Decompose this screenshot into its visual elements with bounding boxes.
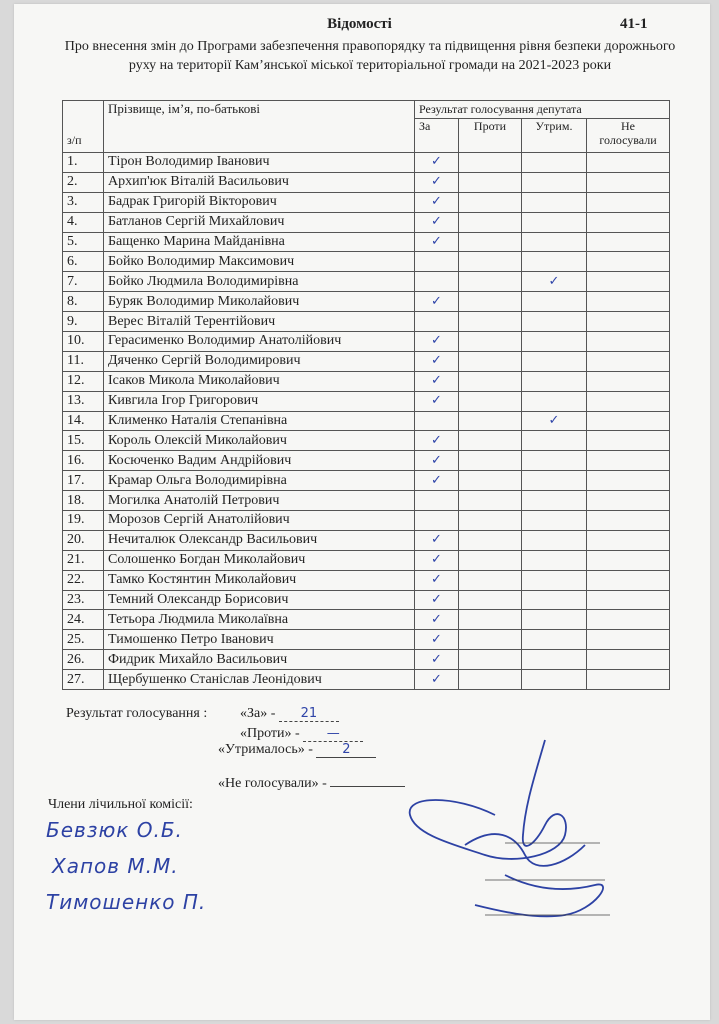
signature-1 <box>410 740 566 859</box>
row-number: 2. <box>63 172 104 192</box>
deputy-name: Герасименко Володимир Анатолійович <box>104 332 415 352</box>
vote-cell-against <box>459 670 522 690</box>
vote-cell-abstain <box>522 610 587 630</box>
table-row <box>63 351 670 371</box>
summary-abstain-value: 2 <box>316 742 376 758</box>
deputy-name: Бащенко Марина Майданівна <box>104 232 415 252</box>
vote-cell-for: ✓ <box>415 292 459 312</box>
row-number: 17. <box>63 471 104 491</box>
deputy-name: Косюченко Вадим Андрійович <box>104 451 415 471</box>
vote-cell-for: ✓ <box>415 172 459 192</box>
vote-cell-for: ✓ <box>415 232 459 252</box>
vote-cell-for: ✓ <box>415 570 459 590</box>
vote-cell-against <box>459 590 522 610</box>
voting-table <box>62 100 670 690</box>
vote-cell-against <box>459 570 522 590</box>
vote-cell-against <box>459 511 522 531</box>
vote-cell-novote <box>587 192 670 212</box>
deputy-name: Буряк Володимир Миколайович <box>104 292 415 312</box>
summary-novote: «Не голосували» - <box>218 776 405 792</box>
vote-cell-novote <box>587 391 670 411</box>
vote-cell-novote <box>587 590 670 610</box>
document-subtitle: Про внесення змін до Програми забезпечення правопорядку та підвищення рівня безпеки дорожнього руху на території Кам’янської міської територіальної громади на 2021-2023 роки <box>64 39 676 73</box>
vote-cell-against <box>459 332 522 352</box>
col-against-header: Проти <box>459 119 522 153</box>
deputy-name: Бойко Людмила Володимирівна <box>104 272 415 292</box>
vote-cell-for: ✓ <box>415 332 459 352</box>
vote-cell-against <box>459 391 522 411</box>
table-row <box>63 491 670 511</box>
col-novote-header: Не голосували <box>587 119 670 153</box>
vote-cell-against <box>459 371 522 391</box>
document-title: Відомості <box>327 16 392 32</box>
vote-cell-for: ✓ <box>415 351 459 371</box>
signature-2 <box>465 834 603 916</box>
row-number: 27. <box>63 670 104 690</box>
row-number: 18. <box>63 491 104 511</box>
table-row <box>63 610 670 630</box>
vote-cell-abstain <box>522 451 587 471</box>
col-for-header: За <box>415 119 459 153</box>
row-number: 10. <box>63 332 104 352</box>
vote-cell-abstain <box>522 332 587 352</box>
vote-cell-for: ✓ <box>415 670 459 690</box>
vote-cell-abstain <box>522 252 587 272</box>
vote-cell-for: ✓ <box>415 650 459 670</box>
vote-cell-abstain <box>522 530 587 550</box>
table-row <box>63 411 670 431</box>
summary-for: «За» - 21 <box>240 706 339 722</box>
vote-cell-abstain <box>522 550 587 570</box>
table-row <box>63 292 670 312</box>
deputy-name: Архип'юк Віталій Васильович <box>104 172 415 192</box>
table-row <box>63 232 670 252</box>
row-number: 4. <box>63 212 104 232</box>
vote-cell-against <box>459 232 522 252</box>
vote-cell-for <box>415 312 459 332</box>
vote-cell-for <box>415 252 459 272</box>
table-row <box>63 272 670 292</box>
row-number: 24. <box>63 610 104 630</box>
vote-cell-abstain <box>522 491 587 511</box>
table-row <box>63 511 670 531</box>
deputy-name: Солошенко Богдан Миколайович <box>104 550 415 570</box>
row-number: 25. <box>63 630 104 650</box>
vote-cell-novote <box>587 650 670 670</box>
deputy-name: Тамко Костянтин Миколайович <box>104 570 415 590</box>
vote-cell-abstain <box>522 172 587 192</box>
table-row <box>63 570 670 590</box>
vote-cell-novote <box>587 431 670 451</box>
row-number: 20. <box>63 530 104 550</box>
summary-abstain: «Утрималось» - 2 <box>218 742 376 758</box>
row-number: 7. <box>63 272 104 292</box>
vote-cell-for: ✓ <box>415 590 459 610</box>
table-row <box>63 550 670 570</box>
summary-against: «Проти» - — <box>240 726 363 742</box>
table-row <box>63 471 670 491</box>
row-number: 8. <box>63 292 104 312</box>
row-number: 3. <box>63 192 104 212</box>
vote-cell-against <box>459 431 522 451</box>
vote-cell-for: ✓ <box>415 153 459 173</box>
col-abstain-header: Утрим. <box>522 119 587 153</box>
row-number: 13. <box>63 391 104 411</box>
vote-cell-novote <box>587 570 670 590</box>
vote-cell-against <box>459 153 522 173</box>
vote-cell-against <box>459 550 522 570</box>
vote-cell-novote <box>587 252 670 272</box>
deputy-name: Клименко Наталія Степанівна <box>104 411 415 431</box>
vote-cell-novote <box>587 332 670 352</box>
vote-cell-against <box>459 312 522 332</box>
deputy-name: Тетьора Людмила Миколаївна <box>104 610 415 630</box>
vote-cell-for: ✓ <box>415 391 459 411</box>
vote-cell-against <box>459 491 522 511</box>
commission-member-2: Хапов М.М. <box>52 854 179 878</box>
vote-cell-novote <box>587 530 670 550</box>
vote-cell-against <box>459 650 522 670</box>
vote-cell-abstain <box>522 630 587 650</box>
vote-cell-for: ✓ <box>415 630 459 650</box>
vote-cell-novote <box>587 411 670 431</box>
vote-cell-novote <box>587 511 670 531</box>
signatures-graphic <box>395 735 625 935</box>
summary-for-value: 21 <box>279 706 339 722</box>
deputy-name: Тимошенко Петро Іванович <box>104 630 415 650</box>
vote-cell-against <box>459 530 522 550</box>
table-row <box>63 153 670 173</box>
vote-cell-against <box>459 471 522 491</box>
row-number: 21. <box>63 550 104 570</box>
table-row <box>63 451 670 471</box>
summary-against-value: — <box>303 726 363 742</box>
deputy-name: Ісаков Микола Миколайович <box>104 371 415 391</box>
vote-cell-against <box>459 610 522 630</box>
deputy-name: Батланов Сергій Михайлович <box>104 212 415 232</box>
vote-cell-abstain <box>522 590 587 610</box>
vote-cell-against <box>459 192 522 212</box>
document-number: 41-1 <box>620 16 648 32</box>
deputy-name: Король Олексій Миколайович <box>104 431 415 451</box>
table-row <box>63 371 670 391</box>
vote-cell-novote <box>587 630 670 650</box>
vote-cell-abstain <box>522 232 587 252</box>
deputy-name: Дяченко Сергій Володимирович <box>104 351 415 371</box>
row-number: 9. <box>63 312 104 332</box>
vote-cell-novote <box>587 153 670 173</box>
row-number: 12. <box>63 371 104 391</box>
row-number: 22. <box>63 570 104 590</box>
table-row <box>63 650 670 670</box>
vote-cell-abstain <box>522 570 587 590</box>
vote-cell-for: ✓ <box>415 530 459 550</box>
deputy-name: Щербушенко Станіслав Леонідович <box>104 670 415 690</box>
deputy-name: Могилка Анатолій Петрович <box>104 491 415 511</box>
vote-cell-for: ✓ <box>415 610 459 630</box>
vote-cell-novote <box>587 451 670 471</box>
row-number: 19. <box>63 511 104 531</box>
row-number: 1. <box>63 153 104 173</box>
row-number: 6. <box>63 252 104 272</box>
deputy-name: Верес Віталій Терентійович <box>104 312 415 332</box>
vote-cell-against <box>459 451 522 471</box>
vote-cell-abstain <box>522 511 587 531</box>
deputy-name: Темний Олександр Борисович <box>104 590 415 610</box>
table-row <box>63 530 670 550</box>
table-row <box>63 312 670 332</box>
vote-cell-abstain: ✓ <box>522 411 587 431</box>
vote-cell-abstain <box>522 153 587 173</box>
vote-cell-abstain <box>522 292 587 312</box>
vote-cell-for: ✓ <box>415 212 459 232</box>
vote-cell-for: ✓ <box>415 451 459 471</box>
vote-cell-novote <box>587 312 670 332</box>
table-row <box>63 391 670 411</box>
vote-cell-against <box>459 292 522 312</box>
deputy-name: Крамар Ольга Володимирівна <box>104 471 415 491</box>
vote-cell-against <box>459 272 522 292</box>
deputy-name: Морозов Сергій Анатолійович <box>104 511 415 531</box>
vote-cell-for: ✓ <box>415 371 459 391</box>
table-row <box>63 252 670 272</box>
table-row <box>63 332 670 352</box>
vote-cell-novote <box>587 351 670 371</box>
vote-cell-novote <box>587 491 670 511</box>
commission-member-3: Тимошенко П. <box>46 890 207 914</box>
col-name-header: Прізвище, ім’я, по-батькові <box>104 101 415 153</box>
vote-cell-against <box>459 212 522 232</box>
vote-cell-novote <box>587 272 670 292</box>
vote-cell-abstain <box>522 371 587 391</box>
vote-cell-against <box>459 252 522 272</box>
vote-cell-abstain <box>522 471 587 491</box>
vote-cell-novote <box>587 610 670 630</box>
vote-cell-against <box>459 351 522 371</box>
row-number: 15. <box>63 431 104 451</box>
vote-cell-novote <box>587 232 670 252</box>
vote-cell-abstain <box>522 192 587 212</box>
deputy-name: Тірон Володимир Іванович <box>104 153 415 173</box>
table-row <box>63 212 670 232</box>
row-number: 23. <box>63 590 104 610</box>
col-num-header: з/п <box>63 101 104 153</box>
commission-member-1: Бевзюк О.Б. <box>46 818 183 842</box>
vote-cell-against <box>459 630 522 650</box>
vote-cell-abstain: ✓ <box>522 272 587 292</box>
vote-cell-against <box>459 172 522 192</box>
summary-label: Результат голосування : <box>66 706 208 721</box>
vote-cell-abstain <box>522 212 587 232</box>
commission-label: Члени лічильної комісії: <box>48 797 193 812</box>
col-result-header: Результат голосування депутата <box>415 101 670 119</box>
deputy-name: Бойко Володимир Максимович <box>104 252 415 272</box>
table-row <box>63 192 670 212</box>
table-row <box>63 670 670 690</box>
vote-cell-abstain <box>522 431 587 451</box>
vote-cell-novote <box>587 172 670 192</box>
vote-cell-novote <box>587 371 670 391</box>
vote-cell-for <box>415 511 459 531</box>
table-row <box>63 630 670 650</box>
vote-cell-for <box>415 411 459 431</box>
deputy-name: Кивгила Ігор Григорович <box>104 391 415 411</box>
table-row <box>63 590 670 610</box>
vote-cell-novote <box>587 670 670 690</box>
table-row <box>63 431 670 451</box>
vote-cell-for: ✓ <box>415 550 459 570</box>
vote-cell-novote <box>587 212 670 232</box>
vote-cell-abstain <box>522 670 587 690</box>
vote-cell-novote <box>587 550 670 570</box>
vote-cell-abstain <box>522 391 587 411</box>
vote-cell-abstain <box>522 351 587 371</box>
row-number: 14. <box>63 411 104 431</box>
vote-cell-novote <box>587 471 670 491</box>
vote-cell-for: ✓ <box>415 471 459 491</box>
row-number: 16. <box>63 451 104 471</box>
vote-cell-for: ✓ <box>415 192 459 212</box>
row-number: 5. <box>63 232 104 252</box>
row-number: 11. <box>63 351 104 371</box>
row-number: 26. <box>63 650 104 670</box>
vote-cell-for <box>415 272 459 292</box>
vote-cell-abstain <box>522 312 587 332</box>
vote-cell-for: ✓ <box>415 431 459 451</box>
vote-cell-for <box>415 491 459 511</box>
deputy-name: Фидрик Михайло Васильович <box>104 650 415 670</box>
table-row <box>63 172 670 192</box>
deputy-name: Бадрак Григорій Вікторович <box>104 192 415 212</box>
vote-cell-novote <box>587 292 670 312</box>
vote-cell-against <box>459 411 522 431</box>
vote-cell-abstain <box>522 650 587 670</box>
deputy-name: Нечиталюк Олександр Васильович <box>104 530 415 550</box>
